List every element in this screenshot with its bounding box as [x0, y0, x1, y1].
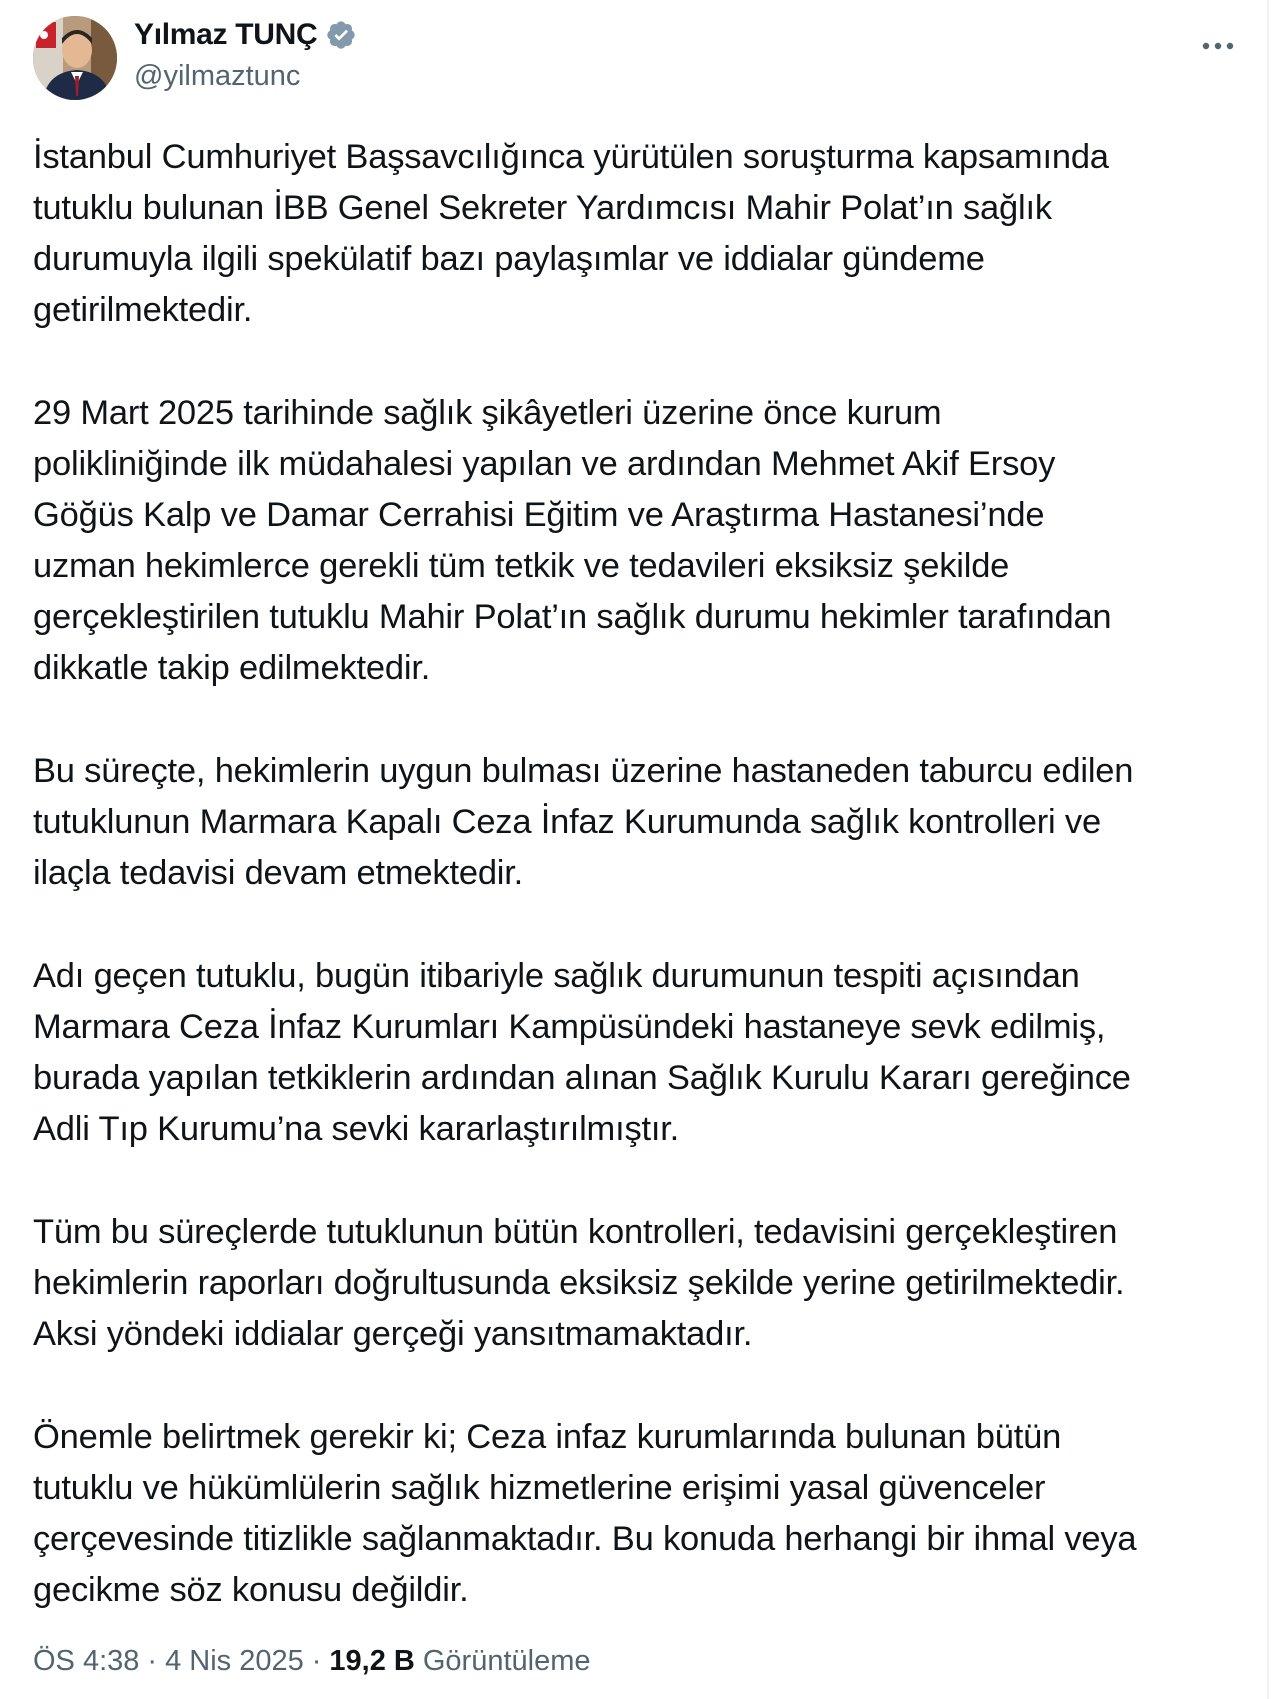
tweet-line: dikkatle takip edilmektedir.: [33, 649, 431, 687]
meta-separator: ·: [147, 1644, 158, 1677]
tweet-paragraph: [33, 1207, 1248, 1360]
tweet-line: getirilmektedir.: [33, 291, 253, 329]
display-name[interactable]: Yılmaz TUNÇ: [134, 18, 318, 51]
tweet-header: [33, 14, 1233, 104]
tweet-line: ilaçla tedavisi devam etmektedir.: [33, 854, 524, 892]
views-count: 19,2 B: [329, 1644, 415, 1677]
tweet-line: 29 Mart 2025 tarihinde sağlık şikâyetleri üzerine önce kurum: [33, 394, 942, 432]
tweet-time[interactable]: ÖS 4:38: [33, 1644, 140, 1677]
tweet-paragraph: [33, 1412, 1248, 1616]
name-row: [134, 16, 357, 54]
user-handle[interactable]: @yilmaztunc: [134, 60, 301, 92]
tweet-date[interactable]: 4 Nis 2025: [165, 1644, 304, 1677]
tweet-paragraph: [33, 388, 1248, 694]
tweet-line: Önemle belirtmek gerekir ki; Ceza infaz kurumlarında bulunan bütün: [33, 1418, 1062, 1456]
more-horizontal-icon[interactable]: [1198, 36, 1238, 56]
tweet-paragraph: [33, 132, 1248, 336]
tweet-line: polikliniğinde ilk müdahalesi yapılan ve ardından Mehmet Akif Ersoy: [33, 445, 1056, 483]
tweet-line: gecikme söz konusu değildir.: [33, 1571, 469, 1609]
tweet-line: Tüm bu süreçlerde tutuklunun bütün kontrolleri, tedavisini gerçekleştiren: [33, 1213, 1118, 1251]
avatar-image: [33, 16, 117, 100]
tweet-text: [33, 132, 1248, 1668]
avatar[interactable]: [33, 16, 117, 100]
tweet-line: hekimlerin raporları doğrultusunda eksiksiz şekilde yerine getirilmektedir.: [33, 1264, 1125, 1302]
tweet-line: Marmara Ceza İnfaz Kurumları Kampüsündeki hastaneye sevk edilmiş,: [33, 1008, 1106, 1046]
views-label: Görüntüleme: [422, 1644, 591, 1677]
tweet-paragraph: [33, 951, 1248, 1155]
tweet-line: çerçevesinde titizlikle sağlanmaktadır. Bu konuda herhangi bir ihmal veya: [33, 1520, 1137, 1558]
tweet-line: uzman hekimlerce gerekli tüm tetkik ve tedavileri eksiksiz şekilde: [33, 547, 1010, 585]
tweet-line: Aksi yöndeki iddialar gerçeği yansıtmamaktadır.: [33, 1315, 753, 1353]
verified-badge-icon[interactable]: [325, 19, 357, 51]
tweet-line: tutuklu bulunan İBB Genel Sekreter Yardımcısı Mahir Polat’ın sağlık: [33, 189, 1052, 227]
tweet-line: Adı geçen tutuklu, bugün itibariyle sağlık durumunun tespiti açısından: [33, 957, 1080, 995]
author-info: [134, 16, 357, 93]
timeline-border: [1267, 0, 1269, 1699]
tweet-paragraph: [33, 746, 1248, 899]
tweet-line: Göğüs Kalp ve Damar Cerrahisi Eğitim ve Araştırma Hastanesi’nde: [33, 496, 1045, 534]
tweet-line: İstanbul Cumhuriyet Başsavcılığınca yürütülen soruşturma kapsamında: [33, 138, 1109, 176]
tweet-line: Adli Tıp Kurumu’na sevki kararlaştırılmıştır.: [33, 1110, 680, 1148]
tweet-line: gerçekleştirilen tutuklu Mahir Polat’ın sağlık durumu hekimler tarafından: [33, 598, 1112, 636]
tweet-line: durumuyla ilgili spekülatif bazı paylaşımlar ve iddialar gündeme: [33, 240, 985, 278]
tweet-line: burada yapılan tetkiklerin ardından alınan Sağlık Kurulu Kararı gereğince: [33, 1059, 1131, 1097]
tweet-meta: [33, 1641, 591, 1681]
tweet-line: tutuklu ve hükümlülerin sağlık hizmetlerine erişimi yasal güvenceler: [33, 1469, 1046, 1507]
tweet-line: tutuklunun Marmara Kapalı Ceza İnfaz Kurumunda sağlık kontrolleri ve: [33, 803, 1101, 841]
tweet-line: Bu süreçte, hekimlerin uygun bulması üzerine hastaneden taburcu edilen: [33, 752, 1134, 790]
meta-separator: ·: [311, 1644, 322, 1677]
